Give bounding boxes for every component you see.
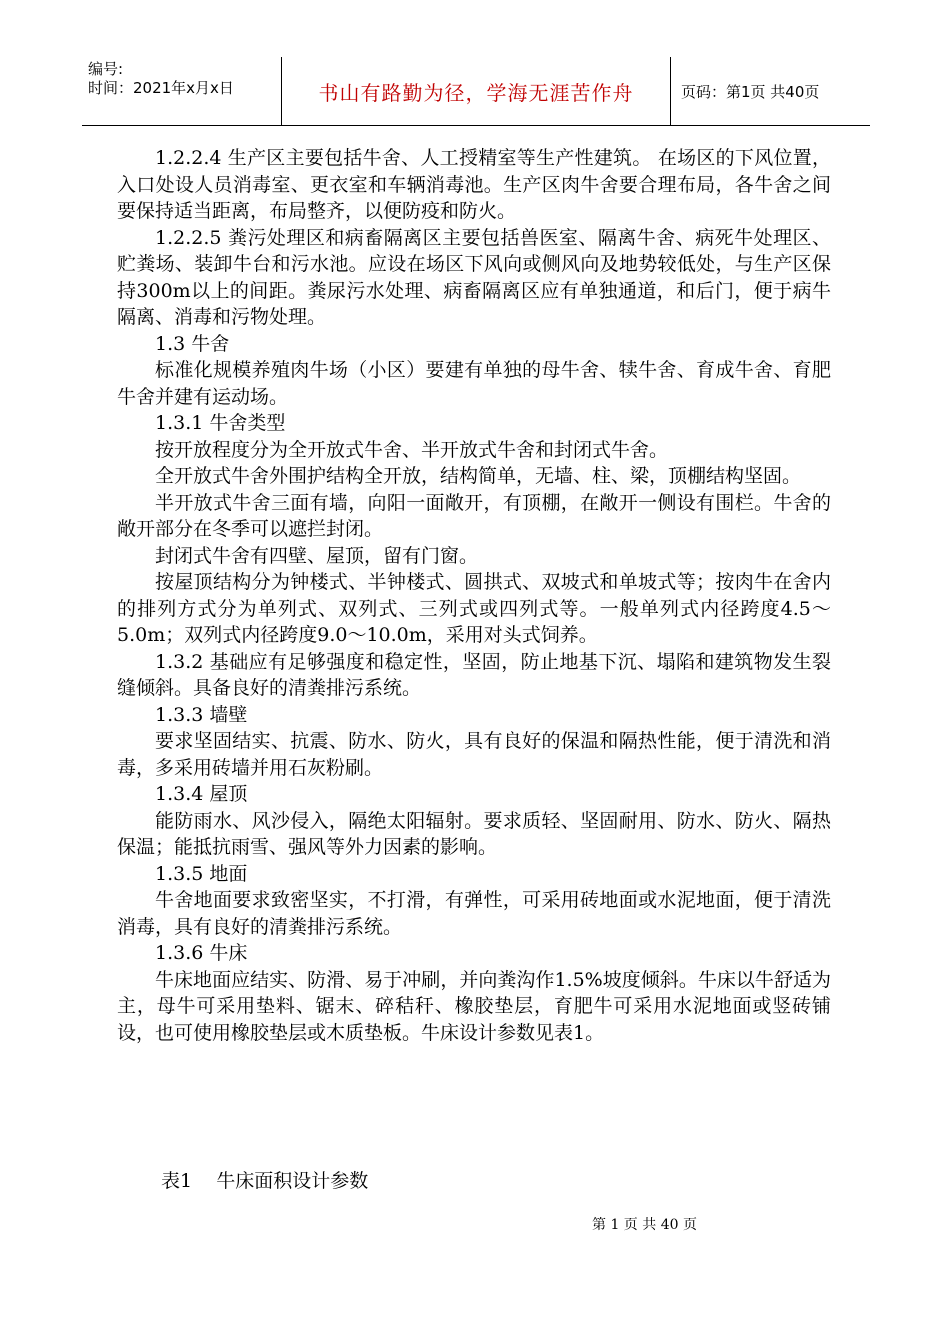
paragraph: 全开放式牛舍外围护结构全开放，结构简单，无墙、柱、梁，顶棚结构坚固。 — [155, 465, 802, 487]
paragraph: 1.2.2.5 粪污处理区和病畜隔离区主要包括兽医室、隔离牛舍、病死牛处理区、贮粪场、装卸牛台和污水池。应设在场区下风向或侧风向及地势较低处，与生产区保持300m以上的间距。粪尿污水处理、病畜隔离区应有单独通道，和后门，便于病牛隔离、消毒和污物处理。 — [117, 226, 831, 328]
section-heading: 1.3.4 屋顶 — [155, 783, 248, 805]
page-header — [82, 57, 870, 126]
paragraph: 按屋顶结构分为钟楼式、半钟楼式、圆拱式、双坡式和单坡式等；按肉牛在舍内的排列方式分为单列式、双列式、三列式或四列式等。一般单列式内径跨度4.5～5.0m；双列式内径跨度9.0～10.0m，采用对头式饲养。 — [117, 571, 831, 646]
section-heading: 1.3 牛舍 — [155, 332, 230, 355]
paragraph: 牛床地面应结实、防滑、易于冲刷，并向粪沟作1.5%坡度倾斜。牛床以牛舒适为主，母牛可采用垫料、锯末、碎秸秆、橡胶垫层，育肥牛可采用水泥地面或竖砖铺设，也可使用橡胶垫层或木质垫板。牛床设计参数见表1。 — [117, 968, 831, 1044]
table-title: 表1 牛床面积设计参数 — [161, 1170, 369, 1192]
header-page-info: 页码：第1页 共40页 — [681, 82, 820, 101]
header-meta — [82, 57, 282, 125]
section-heading: 1.3.1 牛舍类型 — [155, 412, 286, 434]
paragraph: 按开放程度分为全开放式牛舍、半开放式牛舍和封闭式牛舍。 — [155, 438, 669, 461]
document-body — [117, 145, 831, 1046]
page-footer: 第 1 页 共 40 页 — [592, 1217, 697, 1233]
section-heading: 1.3.3 墙壁 — [155, 703, 248, 726]
header-motto: 书山有路勤为径，学海无涯苦作舟 — [282, 57, 671, 125]
paragraph: 1.3.2 基础应有足够强度和稳定性，坚固，防止地基下沉、塌陷和建筑物发生裂缝倾斜。具备良好的清粪排污系统。 — [117, 650, 831, 699]
paragraph: 半开放式牛舍三面有墙，向阳一面敞开，有顶棚，在敞开一侧设有围栏。牛舍的敞开部分在冬季可以遮拦封闭。 — [117, 491, 831, 540]
section-heading: 1.3.5 地面 — [155, 862, 248, 885]
paragraph: 1.2.2.4 生产区主要包括牛舍、人工授精室等生产性建筑。 在场区的下风位置，入口处设人员消毒室、更衣室和车辆消毒池。生产区肉牛舍要合理布局，各牛舍之间要保持适当距离，布局整齐，以便防疫和防火。 — [117, 147, 831, 222]
paragraph: 封闭式牛舍有四壁、屋顶，留有门窗。 — [155, 544, 479, 567]
date-label: 时间：2021年x月x日 — [88, 79, 234, 97]
paragraph: 要求坚固结实、抗震、防水、防火，具有良好的保温和隔热性能，便于清洗和消毒，多采用砖墙并用石灰粉刷。 — [117, 730, 831, 779]
paragraph: 标准化规模养殖肉牛场（小区）要建有单独的母牛舍、犊牛舍、育成牛舍、育肥牛舍并建有运动场。 — [117, 359, 831, 408]
section-heading: 1.3.6 牛床 — [155, 942, 248, 964]
paragraph: 牛舍地面要求致密坚实，不打滑，有弹性，可采用砖地面或水泥地面，便于清洗消毒，具有良好的清粪排污系统。 — [117, 889, 831, 938]
code-label: 编号: — [88, 60, 124, 78]
paragraph: 能防雨水、风沙侵入，隔绝太阳辐射。要求质轻、坚固耐用、防水、防火、隔热保温；能抵抗雨雪、强风等外力因素的影响。 — [117, 809, 831, 858]
